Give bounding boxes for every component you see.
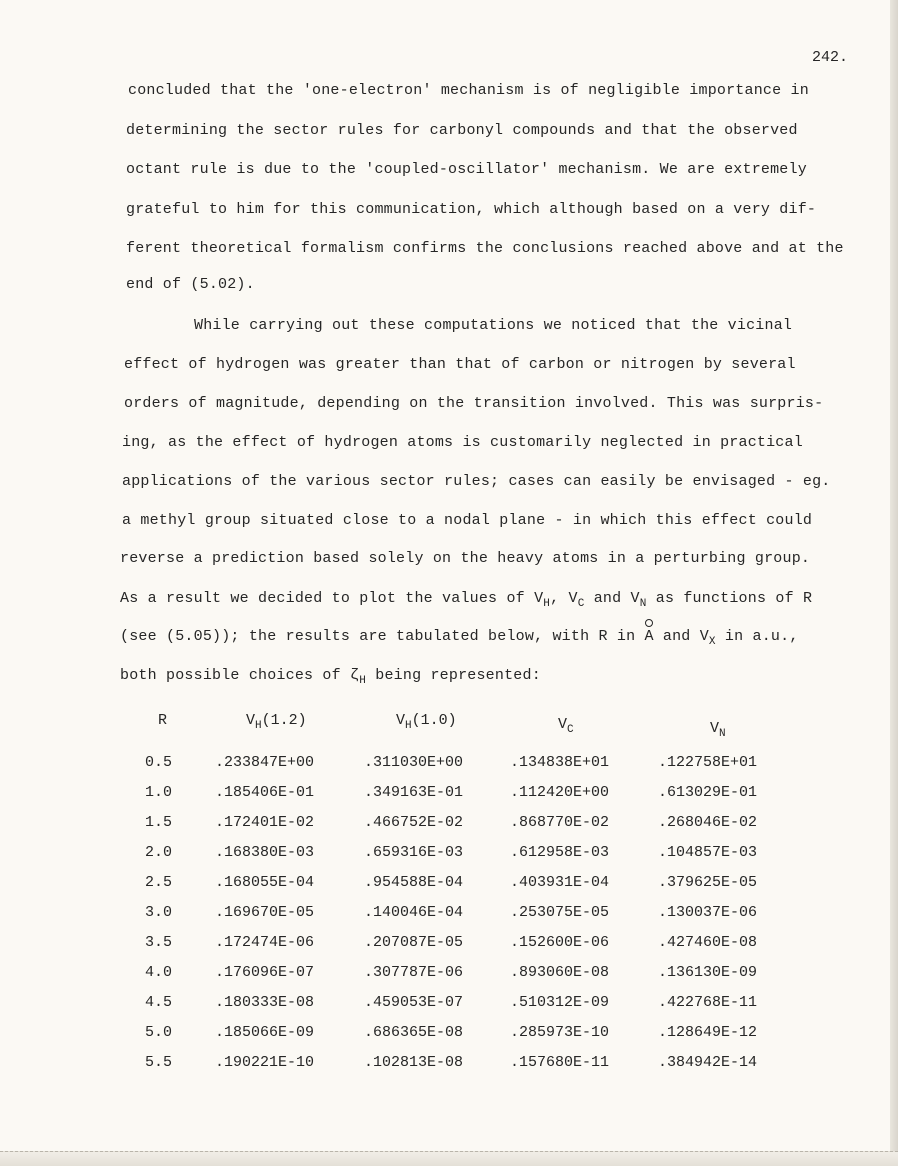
table-cell: .379625E-05 — [658, 874, 758, 891]
cell-r: 1.5 — [145, 814, 173, 831]
table-cell: .172401E-02 — [215, 814, 315, 831]
table-cell: .176096E-07 — [215, 964, 315, 981]
cell-r: 4.0 — [145, 964, 173, 981]
text-line: applications of the various sector rules; cases can easily be envisaged - eg. — [122, 473, 831, 490]
table-cell: .185066E-09 — [215, 1024, 315, 1041]
table-cell: .459053E-07 — [364, 994, 464, 1011]
cell-r: 3.5 — [145, 934, 173, 951]
table-cell: .510312E-09 — [510, 994, 610, 1011]
header-vc: $V_C$ — [558, 716, 574, 736]
table-cell: .180333E-08 — [215, 994, 315, 1011]
text-line: ing, as the effect of hydrogen atoms is customarily neglected in practical — [122, 434, 803, 451]
cell-r: 1.0 — [145, 784, 173, 801]
table-cell: .190221E-10 — [215, 1054, 315, 1071]
cell-r: 4.5 — [145, 994, 173, 1011]
table-cell: .157680E-11 — [510, 1054, 610, 1071]
text-line: effect of hydrogen was greater than that of carbon or nitrogen by several — [124, 356, 796, 373]
table-cell: .613029E-01 — [658, 784, 758, 801]
header-vn: $V_N$ — [710, 720, 726, 740]
table-cell: .168380E-03 — [215, 844, 315, 861]
text-line-units: (see (5.05)); the results are tabulated below, with R in A and $V_X$ in a.u., — [120, 628, 799, 648]
table-cell: .136130E-09 — [658, 964, 758, 981]
table-cell: .169670E-05 — [215, 904, 315, 921]
text-line: orders of magnitude, depending on the transition involved. This was surpris- — [124, 395, 824, 412]
text-line: a methyl group situated close to a nodal plane - in which this effect could — [122, 512, 813, 529]
table-cell: .893060E-08 — [510, 964, 610, 981]
angstrom-symbol: A — [644, 628, 654, 645]
text-line: grateful to him for this communication, which although based on a very dif- — [126, 201, 817, 218]
table-cell: .130037E-06 — [658, 904, 758, 921]
cell-r: 5.0 — [145, 1024, 173, 1041]
table-cell: .207087E-05 — [364, 934, 464, 951]
table-cell: .140046E-04 — [364, 904, 464, 921]
cell-r: 3.0 — [145, 904, 173, 921]
cell-r: 2.0 — [145, 844, 173, 861]
text-line-subscripts: As a result we decided to plot the values of $V_H$, $V_C$ and $V_N$ as functions of R — [120, 590, 813, 610]
table-cell: .185406E-01 — [215, 784, 315, 801]
table-cell: .612958E-03 — [510, 844, 610, 861]
text-line: While carrying out these computations we noticed that the vicinal — [194, 317, 793, 334]
table-cell: .427460E-08 — [658, 934, 758, 951]
text-line: end of (5.02). — [126, 276, 255, 293]
table-cell: .233847E+00 — [215, 754, 315, 771]
table-cell: .311030E+00 — [364, 754, 464, 771]
page-bottom-edge — [0, 1151, 898, 1166]
table-cell: .307787E-06 — [364, 964, 464, 981]
table-cell: .686365E-08 — [364, 1024, 464, 1041]
text-line: ferent theoretical formalism confirms the conclusions reached above and at the — [126, 240, 844, 257]
table-cell: .466752E-02 — [364, 814, 464, 831]
text-line: octant rule is due to the 'coupled-oscillator' mechanism. We are extremely — [126, 161, 807, 178]
text-line: reverse a prediction based solely on the heavy atoms in a perturbing group. — [120, 550, 811, 567]
zeta-symbol: ζ — [350, 667, 360, 684]
table-cell: .152600E-06 — [510, 934, 610, 951]
text-line: determining the sector rules for carbonyl compounds and that the observed — [126, 122, 798, 139]
page-right-edge — [890, 0, 898, 1166]
table-cell: .868770E-02 — [510, 814, 610, 831]
header-vh10: $V_H(1.0)$ — [396, 712, 457, 732]
table-cell: .112420E+00 — [510, 784, 610, 801]
table-cell: .954588E-04 — [364, 874, 464, 891]
text-line-zeta: both possible choices of $\zeta_H$ being represented: — [120, 667, 541, 687]
table-cell: .172474E-06 — [215, 934, 315, 951]
cell-r: 0.5 — [145, 754, 173, 771]
table-cell: .122758E+01 — [658, 754, 758, 771]
table-cell: .134838E+01 — [510, 754, 610, 771]
cell-r: 2.5 — [145, 874, 173, 891]
header-vh12: $V_H(1.2)$ — [246, 712, 307, 732]
table-cell: .104857E-03 — [658, 844, 758, 861]
table-cell: .253075E-05 — [510, 904, 610, 921]
text-line: concluded that the 'one-electron' mechanism is of negligible importance in — [128, 82, 809, 99]
header-r: R — [158, 712, 168, 729]
table-cell: .349163E-01 — [364, 784, 464, 801]
table-cell: .659316E-03 — [364, 844, 464, 861]
table-cell: .403931E-04 — [510, 874, 610, 891]
cell-r: 5.5 — [145, 1054, 173, 1071]
table-cell: .422768E-11 — [658, 994, 758, 1011]
table-cell: .128649E-12 — [658, 1024, 758, 1041]
table-cell: .268046E-02 — [658, 814, 758, 831]
table-cell: .168055E-04 — [215, 874, 315, 891]
table-cell: .102813E-08 — [364, 1054, 464, 1071]
table-cell: .285973E-10 — [510, 1024, 610, 1041]
page-number: 242. — [812, 49, 849, 66]
table-cell: .384942E-14 — [658, 1054, 758, 1071]
